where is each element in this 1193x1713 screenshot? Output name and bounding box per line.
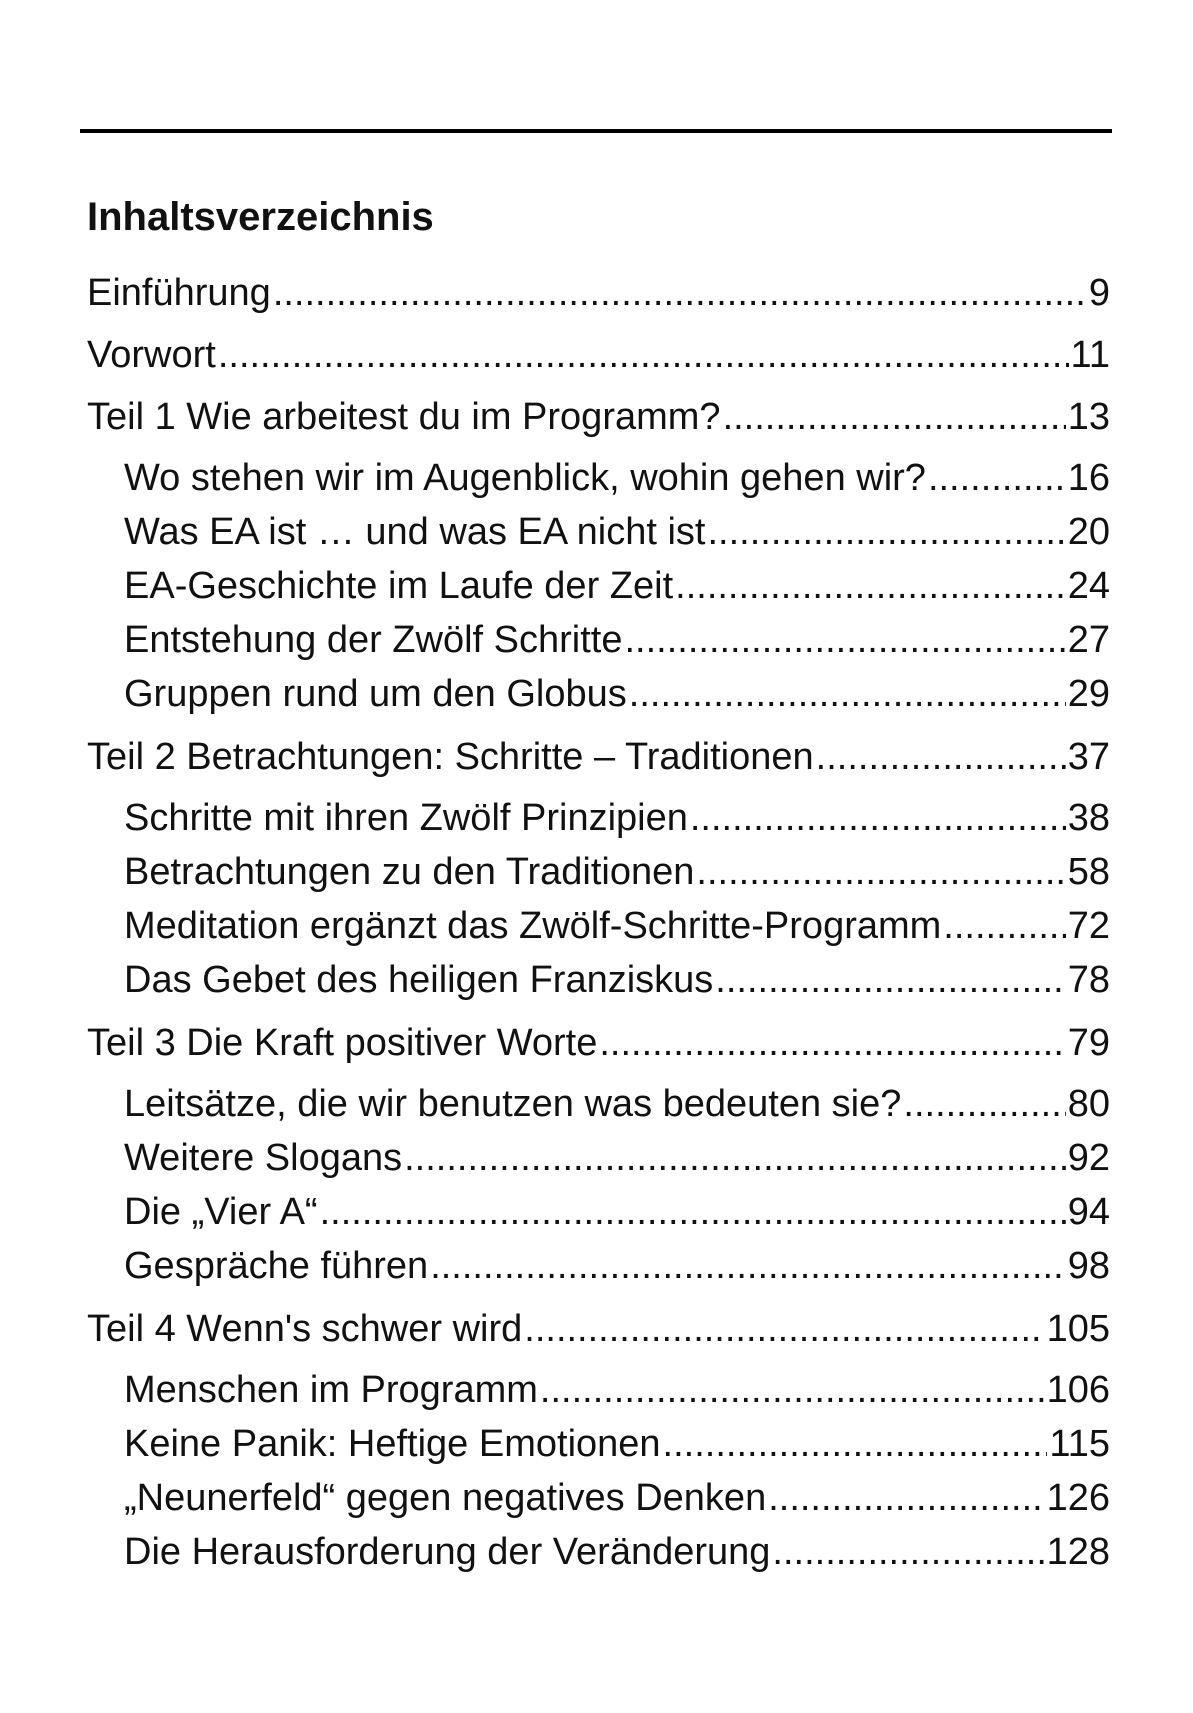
toc-page-number: 105 (1046, 1308, 1110, 1350)
toc-heading: Inhaltsverzeichnis (87, 195, 434, 239)
toc-sub-entry (124, 1527, 1110, 1577)
dot-leader (723, 392, 1066, 442)
toc-entry-title: Wo stehen wir im Augenblick, wohin gehen wir? (124, 457, 926, 499)
toc-entry-title: Das Gebet des heiligen Franziskus (124, 959, 714, 1001)
dot-leader (816, 732, 1066, 782)
toc-entry-title: Teil 2 Betrachtungen: Schritte – Traditionen (87, 736, 814, 778)
dot-leader (715, 955, 1065, 1005)
dot-leader (430, 1241, 1066, 1291)
toc-page-number: 13 (1067, 396, 1110, 438)
dot-leader (690, 793, 1066, 843)
toc-part-entry (87, 1304, 1110, 1354)
toc-page-number: 126 (1046, 1477, 1110, 1519)
toc-page-number: 98 (1067, 1245, 1110, 1287)
toc-entry-title: Weitere Slogans (124, 1137, 403, 1179)
dot-leader (675, 561, 1066, 611)
toc-sub-entry (124, 1365, 1110, 1415)
toc-sub-entry (124, 847, 1110, 897)
toc-page-number: 9 (1088, 272, 1110, 314)
toc-page-number: 106 (1046, 1369, 1110, 1411)
toc-page-number: 24 (1067, 565, 1110, 607)
toc-page-number: 79 (1067, 1022, 1110, 1064)
dot-leader (540, 1365, 1045, 1415)
toc-entry-title: Meditation ergänzt das Zwölf-Schritte-Programm (124, 905, 942, 947)
toc-sub-entry (124, 1419, 1110, 1469)
toc-part-entry (87, 1018, 1110, 1068)
toc-entry-title: Betrachtungen zu den Traditionen (124, 851, 695, 893)
dot-leader (273, 268, 1087, 318)
toc-sub-entry (124, 901, 1110, 951)
toc-entry-title: Teil 3 Die Kraft positiver Worte (87, 1022, 598, 1064)
dot-leader (663, 1419, 1048, 1469)
toc-sub-entry (124, 615, 1110, 665)
dot-leader (629, 669, 1066, 719)
toc-entry-title: Schritte mit ihren Zwölf Prinzipien (124, 797, 688, 839)
toc-page-number: 20 (1067, 511, 1110, 553)
toc-entry-title: Gruppen rund um den Globus (124, 673, 627, 715)
toc-sub-entry (124, 669, 1110, 719)
dot-leader (928, 453, 1066, 503)
dot-leader (524, 1304, 1044, 1354)
dot-leader (320, 1187, 1066, 1237)
toc-part-entry (87, 268, 1110, 318)
toc-entry-title: Leitsätze, die wir benutzen was bedeuten sie? (124, 1083, 902, 1125)
toc-sub-entry (124, 793, 1110, 843)
dot-leader (708, 507, 1066, 557)
toc-entry-title: Entstehung der Zwölf Schritte (124, 619, 623, 661)
toc-sub-entry (124, 955, 1110, 1005)
toc-entry-title: Die „Vier A“ (124, 1191, 318, 1233)
toc-page-number: 115 (1049, 1423, 1110, 1465)
dot-leader (404, 1133, 1066, 1183)
toc-page-number: 128 (1046, 1531, 1110, 1573)
toc-page-number: 16 (1067, 457, 1110, 499)
toc-entry-title: Was EA ist … und was EA nicht ist (124, 511, 706, 553)
toc-entry-title: Die Herausforderung der Veränderung (124, 1531, 771, 1573)
toc-page-number: 72 (1067, 905, 1110, 947)
dot-leader (218, 330, 1069, 380)
toc-sub-entry (124, 1079, 1110, 1129)
toc-page-number: 11 (1070, 334, 1110, 376)
toc-entry-title: Menschen im Programm (124, 1369, 538, 1411)
toc-sub-entry (124, 1133, 1110, 1183)
toc-page-number: 92 (1067, 1137, 1110, 1179)
toc-entry-title: Vorwort (87, 334, 216, 376)
toc-part-entry (87, 330, 1110, 380)
dot-leader (768, 1473, 1044, 1523)
toc-entry-title: „Neunerfeld“ gegen negatives Denken (124, 1477, 767, 1519)
toc-entry-title: Gespräche führen (124, 1245, 429, 1287)
dot-leader (772, 1527, 1044, 1577)
toc-entry-title: Einführung (87, 272, 271, 314)
toc-sub-entry (124, 561, 1110, 611)
toc-page-number: 37 (1067, 736, 1110, 778)
toc-sub-entry (124, 1473, 1110, 1523)
toc-page-number: 58 (1067, 851, 1110, 893)
toc-sub-entry (124, 1241, 1110, 1291)
header-rule (80, 129, 1112, 133)
toc-page-number: 38 (1067, 797, 1110, 839)
toc-page-number: 27 (1067, 619, 1110, 661)
dot-leader (624, 615, 1065, 665)
toc-entry-title: Keine Panik: Heftige Emotionen (124, 1423, 661, 1465)
toc-page-number: 94 (1067, 1191, 1110, 1233)
toc-part-entry (87, 392, 1110, 442)
toc-page-number: 29 (1067, 673, 1110, 715)
toc-entry-title: EA-Geschichte im Laufe der Zeit (124, 565, 674, 607)
dot-leader (599, 1018, 1065, 1068)
toc-entry-title: Teil 1 Wie arbeitest du im Programm? (87, 396, 721, 438)
toc-sub-entry (124, 1187, 1110, 1237)
dot-leader (943, 901, 1065, 951)
dot-leader (696, 847, 1065, 897)
toc-entry-title: Teil 4 Wenn's schwer wird (87, 1308, 523, 1350)
dot-leader (903, 1079, 1065, 1129)
toc-page-number: 78 (1067, 959, 1110, 1001)
toc-part-entry (87, 732, 1110, 782)
toc-sub-entry (124, 507, 1110, 557)
toc-page-number: 80 (1067, 1083, 1110, 1125)
toc-sub-entry (124, 453, 1110, 503)
